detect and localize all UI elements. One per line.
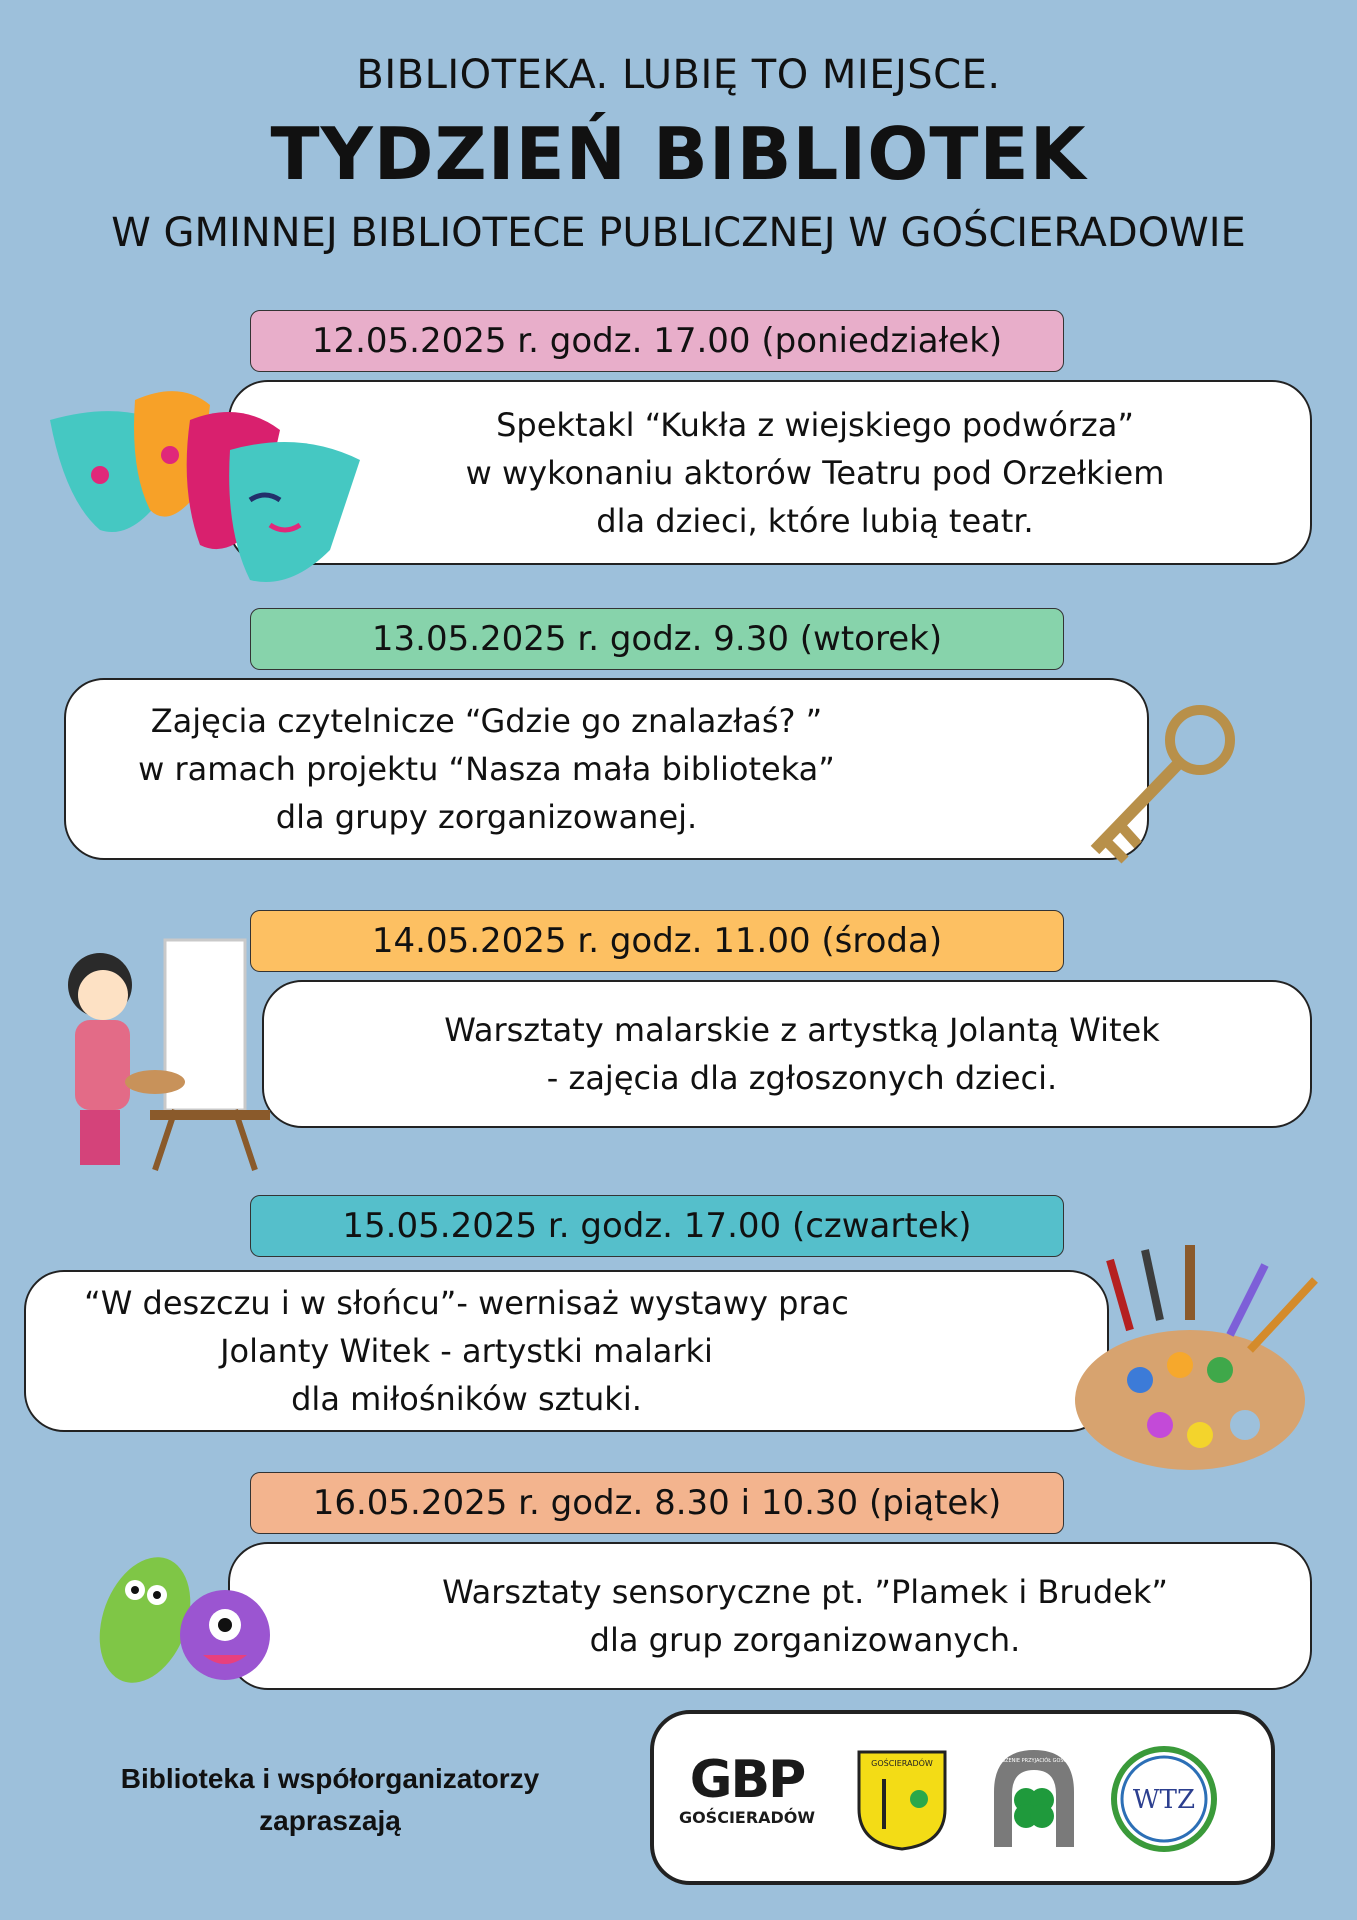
- wtz-logo: [1109, 1744, 1219, 1854]
- event-text: - zajęcia dla zgłoszonych dzieci.: [546, 1059, 1058, 1097]
- event-card-5: [228, 1542, 1312, 1690]
- event-text: Warsztaty sensoryczne pt. ”Plamek i Brudek”: [442, 1573, 1168, 1611]
- event-text: Spektakl “Kukła z wiejskiego podwórza”: [496, 405, 1134, 444]
- page-title: TYDZIEŃ BIBLIOTEK: [270, 112, 1087, 196]
- event-date-5: 16.05.2025 r. godz. 8.30 i 10.30 (piątek): [250, 1472, 1064, 1534]
- invitation-line: zapraszają: [259, 1805, 401, 1836]
- event-text: dla dzieci, które lubią teatr.: [596, 501, 1034, 540]
- partner-logos: [650, 1710, 1275, 1885]
- event-date-1: 12.05.2025 r. godz. 17.00 (poniedziałek): [250, 310, 1064, 372]
- painting-girl-icon: [55, 930, 305, 1180]
- event-card-3: [262, 980, 1312, 1128]
- event-text: dla grupy zorganizowanej.: [275, 798, 698, 836]
- event-text: Zajęcia czytelnicze “Gdzie go znalazłaś? ”: [150, 702, 823, 740]
- event-card-4: [24, 1270, 1109, 1432]
- gbp-logo: [672, 1752, 822, 1827]
- header-line: BIBLIOTEKA. LUBIĘ TO MIEJSCE.: [356, 52, 1001, 98]
- wtz-logo-text: WTZ: [1132, 1785, 1196, 1815]
- page-subtitle: W GMINNEJ BIBLIOTECE PUBLICZNEJ W GOŚCIERADOWIE: [111, 210, 1246, 256]
- invitation-text: [70, 1758, 590, 1842]
- invitation-line: Biblioteka i współorganizatorzy: [120, 1763, 540, 1794]
- event-text: w wykonaniu aktorów Teatru pod Orzełkiem: [465, 453, 1165, 492]
- event-text: Jolanty Witek - artystki malarki: [220, 1332, 713, 1370]
- event-date-2: 13.05.2025 r. godz. 9.30 (wtorek): [250, 608, 1064, 670]
- society-logo-text: STOWARZYSZENIE PRZYJACIÓŁ GOŚCIERADOWA: [973, 1758, 1095, 1764]
- event-date-4: 15.05.2025 r. godz. 17.00 (czwartek): [250, 1195, 1064, 1257]
- event-text: Warsztaty malarskie z artystką Jolantą Witek: [444, 1011, 1160, 1049]
- event-text: “W deszczu i w słońcu”- wernisaż wystawy prac: [84, 1284, 849, 1322]
- crest-logo-text: GOŚCIERADÓW: [871, 1759, 933, 1768]
- event-date-3: 14.05.2025 r. godz. 11.00 (środa): [250, 910, 1064, 972]
- theater-masks-icon: [40, 380, 360, 600]
- gbp-logo-letters: GBP: [689, 1750, 805, 1810]
- event-text: w ramach projektu “Nasza mała biblioteka”: [138, 750, 835, 788]
- gbp-logo-name: GOŚCIERADÓW: [678, 1808, 816, 1827]
- society-logo: [973, 1742, 1095, 1854]
- event-card-1: [228, 380, 1312, 565]
- event-text: dla grup zorganizowanych.: [589, 1621, 1021, 1659]
- key-icon: [1070, 700, 1240, 870]
- crest-logo: [854, 1744, 950, 1854]
- palette-brushes-icon: [1050, 1240, 1330, 1480]
- germs-icon: [85, 1540, 295, 1700]
- event-card-2: [64, 678, 1149, 860]
- event-text: dla miłośników sztuki.: [291, 1380, 642, 1418]
